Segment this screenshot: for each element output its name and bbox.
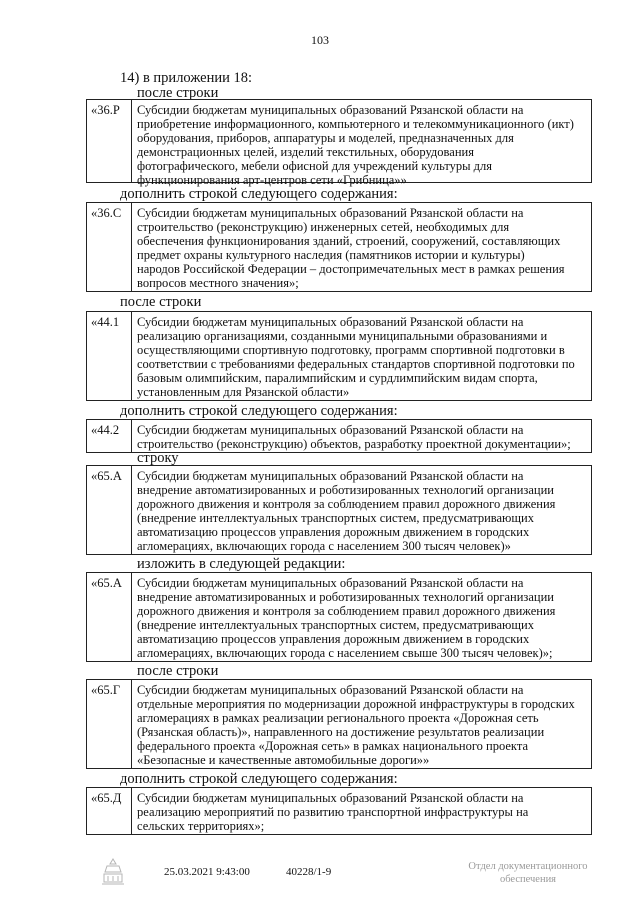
instruction-label: дополнить строкой следующего содержания: — [120, 186, 398, 202]
row-text-line: (внедрение интеллектуальных транспортных систем, предусматривающих — [137, 511, 534, 525]
row-text-line: осуществляющими спортивную подготовку, программ спортивной подготовки в — [137, 343, 565, 357]
row-code: «36.Р — [87, 100, 132, 182]
row-text-line: (внедрение интеллектуальных транспортных систем, предусматривающих — [137, 618, 534, 632]
row-text-line: сельских территориях»; — [137, 819, 265, 833]
row-text-line: базовым олимпийским, паралимпийским и сурдлимпийским видам спорта, — [137, 371, 538, 385]
department-stamp — [448, 860, 608, 886]
row-code: «44.2 — [87, 420, 132, 452]
row-text — [132, 312, 591, 400]
row-code: «65.А — [87, 573, 132, 661]
table-row — [86, 787, 592, 835]
instruction-label: строку — [137, 450, 179, 466]
instruction-label: дополнить строкой следующего содержания: — [120, 771, 398, 787]
row-text-line: народов Российской Федерации – достопримечательных мест в рамках решения — [137, 262, 565, 276]
row-text-line: приобретение информационного, компьютерного и телекоммуникационного (икт) — [137, 117, 574, 131]
row-text — [132, 788, 591, 834]
row-text-line: Субсидии бюджетам муниципальных образований Рязанской области на — [137, 423, 524, 437]
row-text-line: внедрение автоматизированных и роботизированных технологий организации — [137, 483, 554, 497]
table-row — [86, 679, 592, 769]
table-row — [86, 311, 592, 401]
page-number: 103 — [311, 33, 329, 47]
row-text-line: соответствии с требованиями федеральных стандартов спортивной подготовки по — [137, 357, 575, 371]
row-text-line: дорожного движения и контроля за соблюдением правил дорожного движения — [137, 497, 556, 511]
instruction-label: после строки — [137, 85, 219, 101]
row-text-line: оборудования, приборов, аппаратуры и моделей, предназначенных для — [137, 131, 514, 145]
row-text — [132, 100, 591, 187]
row-text-line: агломерациях, включающих города с населением свыше 300 тысяч человек)»; — [137, 646, 553, 660]
emblem-icon — [99, 856, 127, 888]
row-text-line: предмет охраны культурного наследия (памятников истории и культуры) — [137, 248, 525, 262]
row-text-line: установленным для Рязанской области» — [137, 385, 350, 399]
row-text-line: агломерациях в рамках реализации регионального проекта «Дорожная сеть — [137, 711, 539, 725]
row-text-line: Субсидии бюджетам муниципальных образований Рязанской области на — [137, 315, 524, 329]
row-text-line: фотографического, мебели офисной для учреждений культуры для — [137, 159, 493, 173]
row-text-line: агломерациях, включающих города с населением 300 тысяч человек)» — [137, 539, 511, 553]
footer-datetime: 25.03.2021 9:43:00 — [164, 866, 250, 878]
row-text-line: автоматизацию процессов управления дорожным движением в городских — [137, 525, 530, 539]
row-code: «36.С — [87, 203, 132, 291]
row-text-line: строительство (реконструкцию) инженерных сетей, необходимых для — [137, 220, 510, 234]
table-row — [86, 465, 592, 555]
row-text — [132, 203, 591, 291]
row-text-line: строительство (реконструкцию) объектов, разработку проектной документации»; — [137, 437, 571, 451]
row-text — [132, 573, 591, 661]
instruction-label: после строки — [137, 663, 219, 679]
row-text-line: демонстрационных целей, изделий текстильных, оборудования — [137, 145, 474, 159]
row-code: «65.Д — [87, 788, 132, 834]
row-text-line: Субсидии бюджетам муниципальных образований Рязанской области на — [137, 791, 524, 805]
row-code: «65.Г — [87, 680, 132, 768]
table-row — [86, 572, 592, 662]
stamp-line: Отдел документационного — [468, 861, 588, 872]
row-text-line: Субсидии бюджетам муниципальных образований Рязанской области на — [137, 576, 524, 590]
row-text — [132, 466, 591, 554]
row-text-line: реализацию организациями, созданными муниципальными образованиями и — [137, 329, 548, 343]
row-text-line: внедрение автоматизированных и роботизированных технологий организации — [137, 590, 554, 604]
section-heading: 14) в приложении 18: — [120, 70, 253, 86]
row-text-line: Субсидии бюджетам муниципальных образований Рязанской области на — [137, 103, 524, 117]
footer-doc-number: 40228/1-9 — [286, 866, 332, 878]
row-text-line: Субсидии бюджетам муниципальных образований Рязанской области на — [137, 206, 524, 220]
table-row — [86, 99, 592, 187]
row-text-line: отдельные мероприятия по модернизации дорожной инфраструктуры в городских — [137, 697, 575, 711]
instruction-label: после строки — [120, 294, 202, 310]
row-text — [132, 420, 591, 452]
table-row — [86, 202, 592, 292]
row-text-line: (Рязанская область)», направленного на достижение результатов реализации — [137, 725, 545, 739]
row-text-line: федерального проекта «Дорожная сеть» в рамках национального проекта — [137, 739, 528, 753]
table-row — [86, 419, 592, 453]
row-text-line: реализацию мероприятий по развитию транспортной инфраструктуры на — [137, 805, 529, 819]
row-text-line: дорожного движения и контроля за соблюдением правил дорожного движения — [137, 604, 556, 618]
row-text-line: автоматизацию процессов управления дорожным движением в городских — [137, 632, 530, 646]
row-text-line: «Безопасные и качественные автомобильные дороги»» — [137, 753, 430, 767]
row-text-line: Субсидии бюджетам муниципальных образований Рязанской области на — [137, 469, 524, 483]
instruction-label: дополнить строкой следующего содержания: — [120, 403, 398, 419]
stamp-line: обеспечения — [499, 874, 557, 885]
instruction-label: изложить в следующей редакции: — [137, 556, 346, 572]
row-code: «44.1 — [87, 312, 132, 400]
row-text-line: обеспечения функционирования зданий, строений, сооружений, составляющих — [137, 234, 561, 248]
row-text — [132, 680, 591, 768]
row-code: «65.А — [87, 466, 132, 554]
row-text-line: вопросов местного значения»; — [137, 276, 299, 290]
row-text-line: функционирования арт-центров сети «Грибница»» — [137, 173, 407, 187]
row-text-line: Субсидии бюджетам муниципальных образований Рязанской области на — [137, 683, 524, 697]
